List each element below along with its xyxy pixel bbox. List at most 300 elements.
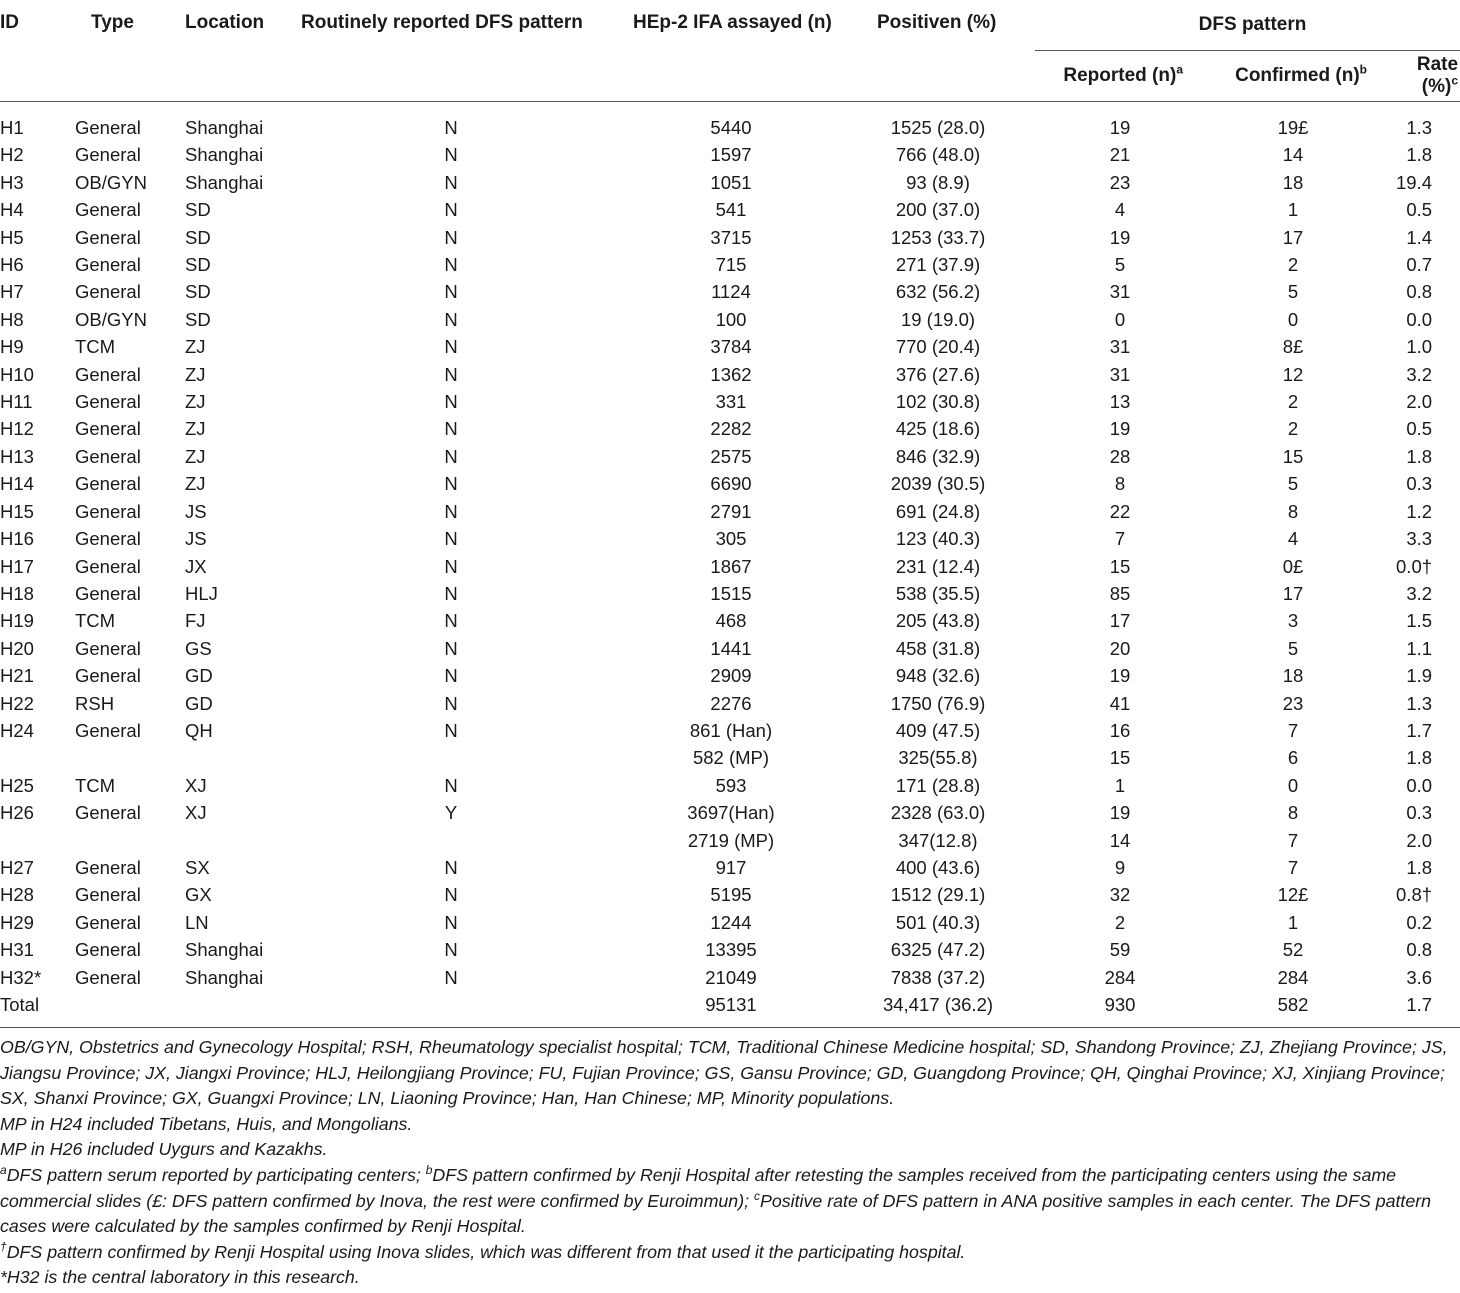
cell-routine: N	[444, 144, 458, 166]
cell-positive: 171 (28.8)	[895, 774, 981, 796]
cell-routine: N	[444, 199, 458, 221]
cell-rate: 1.8	[1406, 747, 1433, 769]
cell-id: H29	[0, 911, 34, 933]
cell-reported: 19	[1109, 418, 1131, 440]
cell-routine: N	[444, 856, 458, 878]
cell-reported: 28	[1109, 445, 1131, 467]
table-row	[0, 991, 1460, 1018]
cell-type: General	[75, 966, 141, 988]
cell-reported: 284	[1104, 966, 1136, 988]
cell-assayed: 331	[715, 391, 747, 413]
cell-assayed: 593	[715, 774, 747, 796]
cell-routine: N	[444, 774, 458, 796]
cell-positive: 325(55.8)	[898, 747, 978, 769]
cell-rate: 1.7	[1406, 994, 1433, 1015]
cell-positive: 347(12.8)	[898, 829, 978, 851]
cell-confirmed: 0	[1287, 308, 1299, 330]
header-rate	[1377, 51, 1460, 102]
cell-rate: 2.0	[1406, 829, 1433, 851]
cell-routine: N	[444, 281, 458, 303]
cell-confirmed: 0	[1287, 774, 1299, 796]
cell-location	[185, 991, 301, 1018]
cell-type: RSH	[75, 692, 115, 714]
cell-confirmed: 0£	[1282, 555, 1304, 577]
cell-rate: 0.5	[1406, 418, 1433, 440]
cell-rate: 0.2	[1406, 911, 1433, 933]
table-row	[0, 936, 1460, 963]
cell-positive: 948 (32.6)	[895, 665, 981, 687]
cell-location: ZJ	[185, 418, 206, 440]
cell-positive: 6325 (47.2)	[890, 939, 986, 961]
cell-rate: 19.4	[1396, 171, 1433, 193]
cell-routine: N	[444, 336, 458, 358]
table-row	[0, 690, 1460, 717]
cell-positive: 1253 (33.7)	[890, 226, 986, 248]
cell-confirmed: 15	[1282, 445, 1304, 467]
header-type: Type	[91, 12, 134, 33]
cell-assayed: 3697(Han)	[687, 802, 775, 824]
cell-positive: 501 (40.3)	[895, 911, 981, 933]
cell-type: General	[75, 473, 141, 495]
cell-assayed: 305	[715, 528, 747, 550]
cell-location: Shanghai	[185, 171, 264, 193]
cell-assayed: 582 (MP)	[692, 747, 770, 769]
table-row	[0, 662, 1460, 689]
cell-routine: N	[444, 610, 458, 632]
cell-positive: 691 (24.8)	[895, 500, 981, 522]
cell-reported: 17	[1109, 610, 1131, 632]
cell-location: HLJ	[185, 582, 218, 604]
table-row	[0, 169, 1460, 196]
cell-confirmed: 18	[1282, 665, 1304, 687]
cell-reported: 22	[1109, 500, 1131, 522]
cell-rate: 1.3	[1406, 117, 1433, 138]
header-rate-sup: c	[1451, 73, 1459, 88]
cell-reported: 13	[1109, 391, 1131, 413]
cell-type: General	[75, 445, 141, 467]
cell-routine: N	[444, 582, 458, 604]
header-confirmed-sup: b	[1359, 62, 1367, 77]
cell-confirmed: 12£	[1277, 884, 1309, 906]
cell-location	[185, 744, 301, 771]
cell-rate: 2.0	[1406, 391, 1433, 413]
cell-rate: 3.2	[1406, 582, 1433, 604]
cell-type	[75, 991, 185, 1018]
footnote-c-mark: c	[754, 1188, 761, 1203]
header-id: ID	[0, 12, 19, 33]
table-row	[0, 415, 1460, 442]
table-row	[0, 470, 1460, 497]
cell-type: General	[75, 939, 141, 961]
header-confirmed	[1195, 51, 1377, 102]
cell-location: GD	[185, 692, 213, 714]
cell-id: H32*	[0, 966, 42, 988]
cell-assayed: 1362	[710, 363, 752, 385]
cell-confirmed: 5	[1287, 637, 1299, 659]
cell-assayed: 5440	[710, 117, 752, 138]
cell-rate: 3.3	[1406, 528, 1433, 550]
cell-id: H2	[0, 144, 24, 166]
cell-assayed: 2909	[710, 665, 752, 687]
footnote-dagger-line	[0, 1240, 1460, 1266]
footnote-abc	[0, 1163, 1460, 1240]
cell-location: GD	[185, 665, 213, 687]
cell-reported: 15	[1109, 747, 1131, 769]
cell-routine	[301, 744, 601, 771]
cell-rate: 1.2	[1406, 500, 1433, 522]
cell-assayed: 2282	[710, 418, 752, 440]
cell-location: Shanghai	[185, 117, 264, 138]
cell-reported: 41	[1109, 692, 1131, 714]
cell-id: H22	[0, 692, 34, 714]
header-confirmed-label: Confirmed (n)	[1235, 65, 1360, 86]
cell-assayed: 1867	[710, 555, 752, 577]
cell-reported: 5	[1114, 254, 1126, 276]
cell-type: General	[75, 500, 141, 522]
cell-reported: 19	[1109, 117, 1131, 138]
cell-rate: 0.5	[1406, 199, 1433, 221]
cell-location: ZJ	[185, 473, 206, 495]
cell-location: SD	[185, 254, 211, 276]
cell-type: General	[75, 281, 141, 303]
footnote-b-mark: b	[425, 1163, 433, 1178]
cell-reported: 7	[1114, 528, 1126, 550]
cell-routine: N	[444, 226, 458, 248]
cell-id: H21	[0, 665, 34, 687]
cell-type: TCM	[75, 774, 116, 796]
cell-assayed: 2575	[710, 445, 752, 467]
cell-routine: N	[444, 637, 458, 659]
cell-confirmed: 23	[1282, 692, 1304, 714]
cell-confirmed: 582	[1277, 994, 1309, 1015]
cell-positive: 123 (40.3)	[895, 528, 981, 550]
cell-reported: 8	[1114, 473, 1126, 495]
cell-type: General	[75, 637, 141, 659]
cell-routine: N	[444, 966, 458, 988]
table-row	[0, 224, 1460, 251]
cell-reported: 31	[1109, 336, 1131, 358]
cell-positive: 425 (18.6)	[895, 418, 981, 440]
cell-rate: 0.3	[1406, 802, 1433, 824]
table-row	[0, 498, 1460, 525]
cell-assayed: 917	[715, 856, 747, 878]
cell-assayed: 1441	[710, 637, 752, 659]
cell-rate: 1.1	[1406, 637, 1433, 659]
header-location: Location	[185, 12, 265, 33]
cell-routine: N	[444, 884, 458, 906]
cell-positive: 766 (48.0)	[895, 144, 981, 166]
cell-rate: 0.8	[1406, 939, 1433, 961]
cell-positive: 458 (31.8)	[895, 637, 981, 659]
cell-location: JS	[185, 528, 207, 550]
cell-rate: 0.8	[1406, 281, 1433, 303]
cell-assayed: 541	[715, 199, 747, 221]
cell-rate: 1.9	[1406, 665, 1433, 687]
footnote-c: Positive rate of DFS pattern in ANA positive samples in each center. The DFS pattern cases were calculated by the samples confirmed by Renji Hospital.	[0, 1190, 1432, 1237]
cell-location: FJ	[185, 610, 206, 632]
cell-reported: 31	[1109, 281, 1131, 303]
cell-id: H26	[0, 802, 34, 824]
cell-type: General	[75, 528, 141, 550]
cell-confirmed: 2	[1287, 254, 1299, 276]
cell-type: General	[75, 911, 141, 933]
cell-type: General	[75, 418, 141, 440]
cell-assayed: 1597	[710, 144, 752, 166]
cell-id: H24	[0, 719, 34, 741]
cell-location	[185, 827, 301, 854]
header-routine: Routinely reported DFS pattern	[301, 12, 583, 33]
cell-confirmed: 5	[1287, 473, 1299, 495]
cell-assayed: 5195	[710, 884, 752, 906]
cell-confirmed: 8£	[1282, 336, 1304, 358]
footnote-mp-h26: MP in H26 included Uygurs and Kazakhs.	[0, 1139, 328, 1160]
cell-reported: 31	[1109, 363, 1131, 385]
cell-reported: 1	[1114, 774, 1126, 796]
cell-location: SD	[185, 281, 211, 303]
cell-location: JX	[185, 555, 207, 577]
cell-routine: N	[444, 473, 458, 495]
table-row	[0, 278, 1460, 305]
cell-confirmed: 8	[1287, 500, 1299, 522]
table-row	[0, 854, 1460, 881]
cell-confirmed: 17	[1282, 226, 1304, 248]
cell-reported: 85	[1109, 582, 1131, 604]
cell-type: TCM	[75, 610, 116, 632]
cell-reported: 0	[1114, 308, 1126, 330]
cell-positive: 93 (8.9)	[906, 171, 970, 193]
cell-confirmed: 5	[1287, 281, 1299, 303]
cell-rate: 1.3	[1406, 692, 1433, 714]
cell-id: H8	[0, 308, 24, 330]
cell-rate: 0.8†	[1396, 884, 1433, 906]
table-row	[0, 635, 1460, 662]
cell-location: JS	[185, 500, 207, 522]
table-row	[0, 744, 1460, 771]
table-row	[0, 799, 1460, 826]
cell-id: H7	[0, 281, 24, 303]
cell-rate: 1.4	[1406, 226, 1433, 248]
cell-confirmed: 2	[1287, 391, 1299, 413]
cell-routine: Y	[444, 802, 458, 824]
cell-id: H16	[0, 528, 34, 550]
table-row	[0, 580, 1460, 607]
footnote-a: DFS pattern serum reported by participating centers;	[6, 1164, 426, 1185]
cell-confirmed: 6	[1287, 747, 1299, 769]
cell-reported: 930	[1104, 994, 1136, 1015]
cell-location: SD	[185, 226, 211, 248]
cell-id: H17	[0, 555, 34, 577]
cell-location: Shanghai	[185, 966, 264, 988]
footnote-star: *H32 is the central laboratory in this research.	[0, 1267, 360, 1288]
cell-rate: 3.6	[1406, 966, 1433, 988]
cell-reported: 23	[1109, 171, 1131, 193]
cell-routine: N	[444, 391, 458, 413]
cell-assayed: 21049	[705, 966, 757, 988]
cell-location: SD	[185, 199, 211, 221]
cell-assayed: 13395	[705, 939, 757, 961]
cell-reported: 14	[1109, 829, 1131, 851]
cell-confirmed: 18	[1282, 171, 1304, 193]
cell-location: XJ	[185, 774, 207, 796]
cell-routine: N	[444, 418, 458, 440]
cell-positive: 19 (19.0)	[900, 308, 976, 330]
cell-location: GS	[185, 637, 212, 659]
cell-type	[75, 744, 185, 771]
cell-id	[0, 827, 75, 854]
cell-routine: N	[444, 719, 458, 741]
cell-assayed: 6690	[710, 473, 752, 495]
cell-assayed: 861 (Han)	[689, 719, 773, 741]
cell-id: H20	[0, 637, 34, 659]
cell-confirmed: 3	[1287, 610, 1299, 632]
cell-rate: 1.8	[1406, 445, 1433, 467]
cell-assayed: 2719 (MP)	[687, 829, 775, 851]
cell-routine: N	[444, 692, 458, 714]
cell-type: TCM	[75, 336, 116, 358]
cell-positive: 409 (47.5)	[895, 719, 981, 741]
cell-reported: 32	[1109, 884, 1131, 906]
table-row	[0, 361, 1460, 388]
cell-routine: N	[444, 528, 458, 550]
cell-id: H12	[0, 418, 34, 440]
table-row	[0, 772, 1460, 799]
cell-positive: 1512 (29.1)	[890, 884, 986, 906]
cell-confirmed: 17	[1282, 582, 1304, 604]
table-row	[0, 141, 1460, 168]
table-row	[0, 553, 1460, 580]
cell-confirmed: 7	[1287, 719, 1299, 741]
cell-location: ZJ	[185, 445, 206, 467]
table-row	[0, 964, 1460, 991]
cell-type: General	[75, 117, 141, 138]
table-row	[0, 306, 1460, 333]
header-positive: Positiven (%)	[877, 12, 997, 33]
cell-rate: 0.3	[1406, 473, 1433, 495]
cell-positive: 1525 (28.0)	[890, 117, 986, 138]
cell-assayed: 715	[715, 254, 747, 276]
footnote-a-mark: a	[0, 1163, 7, 1178]
cell-reported: 9	[1114, 856, 1126, 878]
cell-id: H25	[0, 774, 34, 796]
cell-type: OB/GYN	[75, 171, 147, 193]
footnote-dagger: DFS pattern confirmed by Renji Hospital using Inova slides, which was different from that used it the participating hospital.	[6, 1241, 966, 1262]
cell-location: GX	[185, 884, 212, 906]
cell-id: H9	[0, 336, 24, 358]
cell-reported: 15	[1109, 555, 1131, 577]
cell-location: ZJ	[185, 363, 206, 385]
table-row	[0, 333, 1460, 360]
cell-location: Shanghai	[185, 939, 264, 961]
cell-confirmed: 4	[1287, 528, 1299, 550]
cell-id: H10	[0, 363, 34, 385]
cell-reported: 59	[1109, 939, 1131, 961]
cell-type: General	[75, 254, 141, 276]
cell-id: H6	[0, 254, 24, 276]
cell-id: H15	[0, 500, 34, 522]
cell-positive: 34,417 (36.2)	[882, 994, 994, 1015]
cell-id: Total	[0, 994, 40, 1015]
cell-assayed: 100	[715, 308, 747, 330]
cell-positive: 231 (12.4)	[895, 555, 981, 577]
footnote-abbreviations: OB/GYN, Obstetrics and Gynecology Hospital; RSH, Rheumatology specialist hospital; TCM, Traditional Chinese Medicine hospital; SD, Shandong Province; ZJ, Zhejiang Province; JS, Jiangsu Province; JX, Jiangxi Province; HLJ, Heilongjiang Province; FU, Fujian Province; GS, Gansu Province; GD, Guangdong Province; QH, Qinghai Province; XJ, Xinjiang Province; SX, Shanxi Province; GX, Guangxi Province; LN, Liaoning Province; Han, Han Chinese; MP, Minority populations.	[0, 1037, 1448, 1109]
cell-type: General	[75, 555, 141, 577]
cell-id: H4	[0, 199, 24, 221]
cell-routine: N	[444, 939, 458, 961]
cell-positive: 1750 (76.9)	[890, 692, 986, 714]
table-row	[0, 196, 1460, 223]
cell-positive: 376 (27.6)	[895, 363, 981, 385]
cell-positive: 2328 (63.0)	[890, 802, 986, 824]
table-row	[0, 525, 1460, 552]
cell-routine: N	[444, 665, 458, 687]
cell-id: H1	[0, 117, 24, 138]
cell-location: QH	[185, 719, 213, 741]
header-reported-sup: a	[1176, 62, 1183, 77]
footnote-mp-h24: MP in H24 included Tibetans, Huis, and Mongolians.	[0, 1113, 413, 1134]
cell-location: ZJ	[185, 391, 206, 413]
cell-confirmed: 8	[1287, 802, 1299, 824]
cell-routine: N	[444, 445, 458, 467]
header-reported	[1035, 51, 1195, 102]
cell-rate: 1.8	[1406, 856, 1433, 878]
cell-rate: 3.2	[1406, 363, 1433, 385]
cell-location: SD	[185, 308, 211, 330]
cell-id	[0, 744, 75, 771]
cell-type	[75, 827, 185, 854]
cell-type: General	[75, 884, 141, 906]
cell-type: General	[75, 802, 141, 824]
cell-rate: 0.0†	[1396, 555, 1433, 577]
cell-type: General	[75, 363, 141, 385]
cell-type: General	[75, 144, 141, 166]
cell-rate: 1.5	[1406, 610, 1433, 632]
cell-id: H27	[0, 856, 34, 878]
footnote-b: DFS pattern confirmed by Renji Hospital after retesting the samples received from the participating centers using the same commercial slides (£: DFS pattern confirmed by Inova, the rest were confirmed by Euroimmun);	[0, 1164, 1397, 1211]
cell-id: H28	[0, 884, 34, 906]
cell-assayed: 1124	[711, 281, 751, 303]
cell-confirmed: 1	[1287, 199, 1299, 221]
cell-positive: 538 (35.5)	[895, 582, 981, 604]
cell-type: General	[75, 856, 141, 878]
table-row	[0, 827, 1460, 854]
cell-routine	[301, 991, 601, 1018]
cell-reported: 19	[1109, 226, 1131, 248]
table-bottom-rule	[0, 1027, 1460, 1028]
table-row	[0, 251, 1460, 278]
cell-id: H14	[0, 473, 34, 495]
table-row	[0, 909, 1460, 936]
table-row	[0, 881, 1460, 908]
cell-routine: N	[444, 500, 458, 522]
cell-confirmed: 1	[1287, 911, 1299, 933]
cell-reported: 4	[1114, 199, 1126, 221]
cell-id: H19	[0, 610, 34, 632]
cell-type: General	[75, 391, 141, 413]
cell-rate: 0.0	[1406, 308, 1433, 330]
cell-rate: 1.7	[1406, 719, 1433, 741]
cell-positive: 271 (37.9)	[895, 254, 981, 276]
cell-id: H5	[0, 226, 24, 248]
cell-assayed: 1515	[710, 582, 752, 604]
footnotes	[0, 1035, 1460, 1291]
cell-location: SX	[185, 856, 210, 878]
cell-assayed: 2791	[710, 500, 752, 522]
cell-id: H11	[0, 391, 33, 413]
cell-reported: 19	[1109, 802, 1131, 824]
cell-id: H13	[0, 445, 34, 467]
cell-routine: N	[444, 363, 458, 385]
cell-positive: 102 (30.8)	[895, 391, 981, 413]
